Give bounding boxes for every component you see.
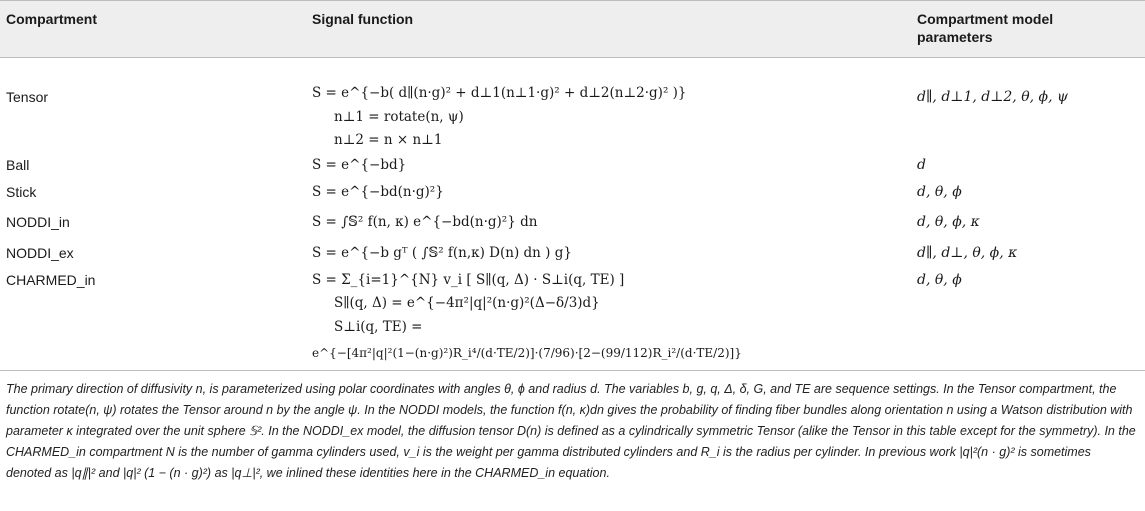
row-stick-eq: S = e^{−bd(n·g)²}	[312, 184, 444, 200]
table-bottom-rule	[0, 370, 1145, 371]
row-noddi-ex-name: NODDI_ex	[6, 245, 74, 261]
row-stick-params: d, θ, ϕ	[917, 184, 962, 200]
row-noddi-ex-params: d∥, d⊥, θ, ϕ, κ	[917, 245, 1018, 261]
row-charmed-in-eq-3: S⊥i(q, TE) =	[334, 319, 423, 335]
row-tensor-eq-3: n⊥2 = n × n⊥1	[334, 132, 443, 148]
row-charmed-in-eq-4: e^{−[4π²|q|²(1−(n·g)²)R_i⁴/(d·TE/2)]·(7/96)·[2−(99/112)R_i²/(d·TE/2)]}	[312, 346, 742, 360]
row-charmed-in-name: CHARMED_in	[6, 272, 96, 288]
row-charmed-in-eq-2: S∥(q, Δ) = e^{−4π²|q|²(n·g)²(Δ−δ/3)d}	[334, 295, 600, 311]
header-parameters-line1: Compartment model	[917, 11, 1054, 27]
header-signal-function: Signal function	[312, 11, 414, 27]
row-ball-eq: S = e^{−bd}	[312, 157, 407, 173]
row-noddi-in-params: d, θ, ϕ, κ	[917, 214, 980, 230]
header-compartment: Compartment	[6, 11, 98, 27]
row-tensor-eq-1-text: S = e^{−b( d∥(n·g)² + d⊥1(n⊥1·g)² + d⊥2(n⊥2·g)² )}	[312, 85, 687, 101]
row-tensor-eq-2: n⊥1 = rotate(n, ψ)	[334, 109, 464, 125]
row-noddi-in-name: NODDI_in	[6, 214, 70, 230]
header-parameters-line2: parameters	[917, 29, 993, 45]
row-ball-params: d	[917, 157, 926, 173]
row-noddi-in-eq: S = ∫𝕊² f(n, κ) e^{−bd(n·g)²} dn	[312, 214, 538, 230]
table-header	[0, 0, 1145, 58]
row-noddi-ex-eq: S = e^{−b gᵀ ( ∫𝕊² f(n,κ) D(n) dn ) g}	[312, 245, 572, 261]
row-charmed-in-eq-1: S = Σ_{i=1}^{N} v_i [ S∥(q, Δ) · S⊥i(q, TE) ]	[312, 272, 625, 288]
row-charmed-in-params: d, θ, ϕ	[917, 272, 962, 288]
row-stick-name: Stick	[6, 184, 37, 200]
row-ball-name: Ball	[6, 157, 30, 173]
header-parameters	[917, 10, 1117, 46]
row-tensor-eq-1	[312, 84, 687, 102]
row-tensor-name: Tensor	[6, 89, 49, 105]
row-tensor-params: d∥, d⊥1, d⊥2, θ, ϕ, ψ	[917, 89, 1068, 105]
table-footnote: The primary direction of diffusivity n, is parameterized using polar coordinates with angles θ, ϕ and radius d. The variables b, g, q, Δ, δ, G, and TE are sequence settings. In the Tensor compartment, the function rotate(n, ψ) rotates the Tensor around n by the angle ψ. In the NODDI models, the function f(n, κ)dn gives the probability of finding fiber bundles along orientation n using a Watson distribution with parameter κ integrated over the unit sphere 𝕊². In the NODDI_ex model, the diffusion tensor D(n) is defined as a cylindrically symmetric Tensor (alike the Tensor in this table except for the symmetry). In the CHARMED_in compartment N is the number of gamma cylinders used, v_i is the weight per gamma distributed cylinders and R_i is the radius per cylinder. In previous work |q|²(n · g)² is sometimes denoted as |q∥|² and |q|² (1 − (n · g)²) as |q⊥|², we inlined these identities here in the CHARMED_in equation.	[6, 382, 1136, 480]
